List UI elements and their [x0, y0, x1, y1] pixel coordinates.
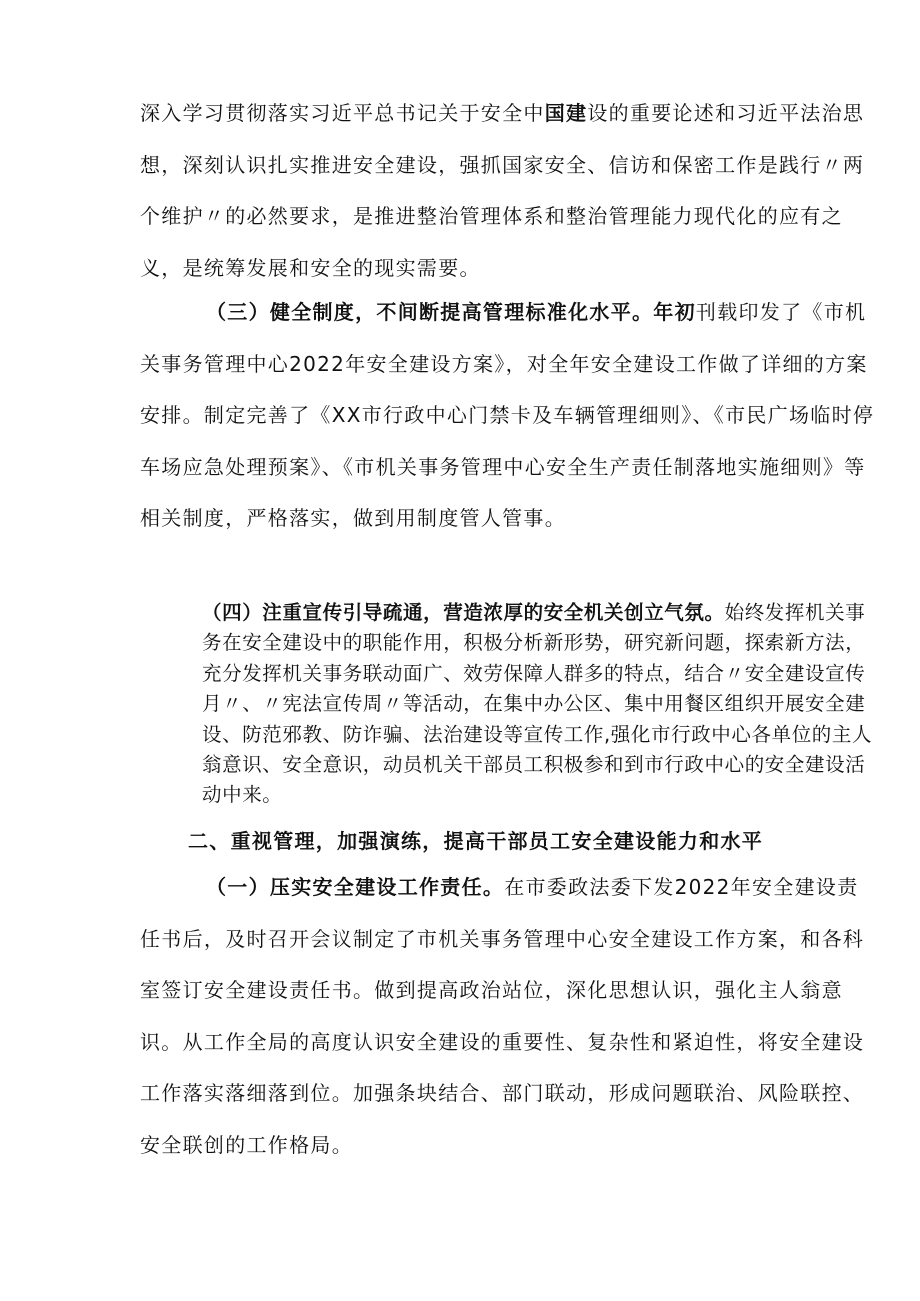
paragraph-heading: （四）注重宣传引导疏通，营造浓厚的安全机关创立气氛。 [202, 601, 725, 624]
paragraph-heading: （一）压实安全建设工作责任。 [206, 875, 505, 899]
paragraph-text-bold: 国建 [544, 101, 588, 125]
section-title: 二、重视管理，加强演练，提高干部员工安全建设能力和水平 [188, 829, 764, 853]
paragraph-heading: （三）健全制度，不间断提高管理标准化水平。年初 [206, 300, 696, 324]
paragraph-text: 深入学习贯彻落实习近平总书记关于安全中 [140, 101, 545, 125]
section-heading [188, 821, 888, 861]
paragraph-four [202, 598, 880, 811]
paragraph-three [140, 287, 878, 545]
paragraph-five [140, 862, 878, 1172]
paragraph-body: 刊载印发了《市机关事务管理中心2022年安全建设方案》，对全年安全建设工作做了详细的方案安排。制定完善了《XX市行政中心门禁卡及车辆管理细则》、《市民广场临时停车场应急处理预案》、《市机关事务管理中心安全生产责任制落地实施细则》等相关制度，严格落实，做到用制度管人管事。 [140, 300, 875, 531]
paragraph-text: 设的重要论述和习近平法治思想，深刻认识扎实推进安全建设，强抓国家安全、信访和保密工作是践行〃两个维护〃的必然要求，是推进整治管理体系和整治管理能力现代化的应有之义，是统筹发展和安全的现实需要。 [140, 101, 865, 280]
paragraph-continuation [140, 88, 878, 294]
paragraph-body: 始终发挥机关事务在安全建设中的职能作用，积极分析新形势，研究新问题，探索新方法，充分发挥机关事务联动面广、效劳保障人群多的特点，结合〃安全建设宣传月〃、〃宪法宣传周〃等活动，在集中办公区、集中用餐区组织开展安全建设、防范邪教、防诈骗、法治建设等宣传工作,强化市行政中心各单位的主人翁意识、安全意识，动员机关干部员工积极参和到市行政中心的安全建设活动中来。 [202, 601, 873, 807]
paragraph-body: 在市委政法委下发2022年安全建设责任书后，及时召开会议制定了市机关事务管理中心安全建设工作方案，和各科室签订安全建设责任书。做到提高政治站位，深化思想认识，强化主人翁意识。从工作全局的高度认识安全建设的重要性、复杂性和紧迫性，将安全建设工作落实落细落到位。加强条块结合、部门联动，形成问题联治、风险联控、安全联创的工作格局。 [140, 875, 865, 1157]
